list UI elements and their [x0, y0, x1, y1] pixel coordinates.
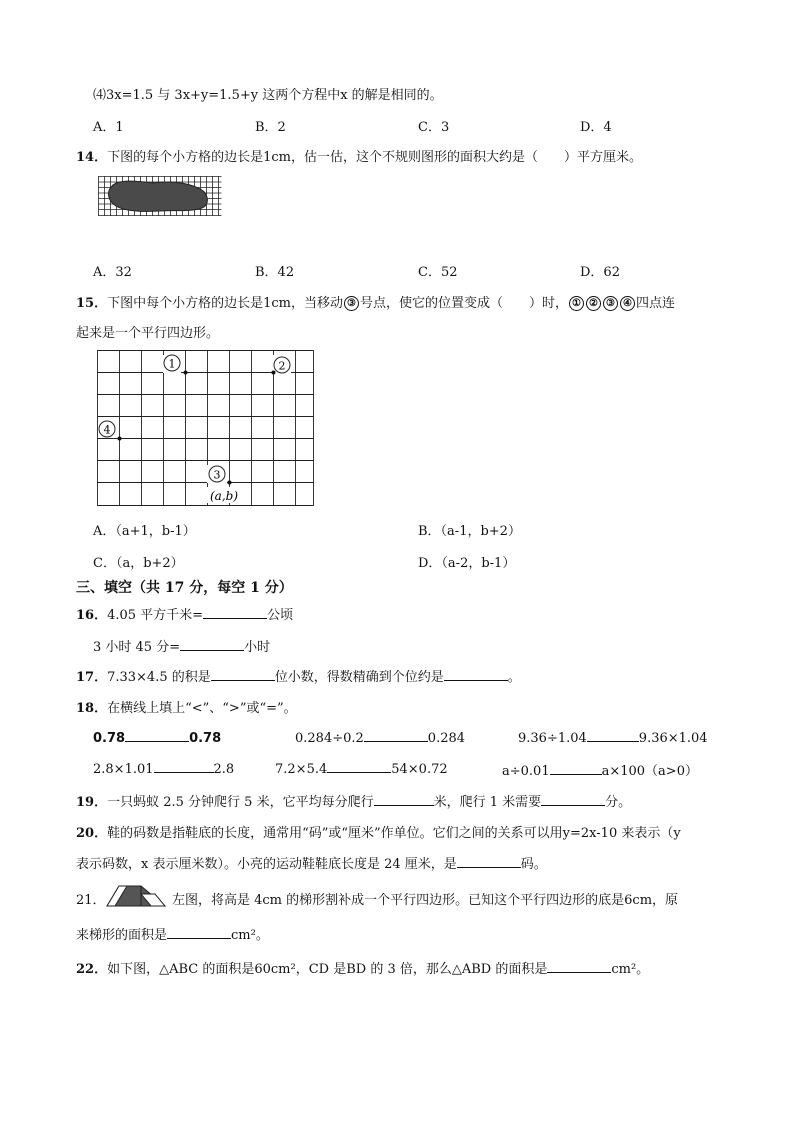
- svg-text:4: 4: [103, 423, 111, 437]
- q15-circle-a: ①: [569, 296, 584, 311]
- q18-blank-1[interactable]: [125, 729, 189, 742]
- q15-stem-c: 四点连: [636, 296, 676, 311]
- q16-number: 16．: [76, 608, 108, 623]
- q18-number: 18．: [76, 701, 108, 716]
- q16-blank-1[interactable]: [203, 606, 267, 619]
- q16-blank-2[interactable]: [180, 638, 244, 651]
- q14-stem: 下图的每个小方格的边长是1cm，估一估，这个不规则图形的面积大约是（ ）平方厘米。: [107, 150, 642, 165]
- q15-circle-d: ④: [620, 296, 635, 311]
- q18-line: [76, 697, 297, 716]
- q16-text-c: 3 小时 45 分=: [93, 640, 181, 655]
- q18-item-6-right: a×100（a>0）: [601, 764, 698, 779]
- q14-option-c[interactable]: C．52: [418, 265, 458, 280]
- q20-text-a: 鞋的码数是指鞋底的长度，通常用“码”或“厘米”作单位。它们之间的关系可以用y=2x-10 来表示（y: [107, 826, 681, 841]
- q18-item-5-right: 54×0.72: [391, 762, 448, 777]
- q20-text-c: 码。: [520, 857, 547, 872]
- svg-text:3: 3: [213, 468, 221, 482]
- q15-text-line2: 起来是一个平行四边形。: [76, 326, 220, 341]
- svg-text:1: 1: [168, 357, 176, 371]
- q21-line2: [76, 924, 269, 943]
- q17-number: 17．: [76, 670, 108, 685]
- q14-text: [76, 146, 642, 165]
- q15-circle-c: ③: [603, 296, 618, 311]
- q15-point-2: [272, 355, 292, 375]
- section-3-heading: 三、填空（共 17 分，每空 1 分）: [76, 580, 293, 596]
- q18-stem: 在横线上填上“<”、“>”或“=”。: [107, 701, 297, 716]
- q14-option-b[interactable]: B．42: [255, 265, 295, 280]
- q18-item-5: [275, 760, 448, 777]
- q15-grid-figure: [97, 350, 315, 510]
- q15-stem-a: 下图中每个小方格的边长是1cm，当移动: [107, 296, 343, 311]
- q18-blank-5[interactable]: [327, 760, 391, 773]
- q13-statement-4: ⑷3x=1.5 与 3x+y=1.5+y 这两个方程中x 的解是相同的。: [93, 88, 443, 103]
- q15-circle-b: ②: [586, 296, 601, 311]
- q16-line1: [76, 604, 293, 623]
- q21-trapezoid-figure: [105, 884, 167, 908]
- q16-line2: [93, 636, 270, 655]
- q14-option-a[interactable]: A．32: [93, 265, 132, 280]
- q18-item-1-right: 0.78: [189, 731, 222, 746]
- q21-text-a: 来梯形的面积是: [76, 928, 168, 943]
- q15-number: 15．: [76, 296, 108, 311]
- q17-text-a: 7.33×4.5 的积是: [107, 670, 211, 685]
- q22-text-a: 如下图，△ABC 的面积是60cm²，CD 是BD 的 3 倍，那么△ABD 的面积是: [107, 962, 548, 977]
- q13-option-c[interactable]: C．3: [418, 120, 450, 135]
- q18-item-6-left: a÷0.01: [502, 764, 550, 779]
- q18-item-4-left: 2.8×1.01: [93, 762, 154, 777]
- q13-option-d[interactable]: D．4: [580, 120, 612, 135]
- q14-option-d[interactable]: D．62: [580, 265, 620, 280]
- q18-blank-4[interactable]: [154, 760, 214, 773]
- q22-number: 22．: [76, 962, 108, 977]
- q22-line: [76, 958, 649, 977]
- q20-line1: [76, 822, 681, 841]
- q21-line1: 左图，将高是 4cm 的梯形割补成一个平行四边形。已知这个平行四边形的底是6cm，原: [172, 893, 679, 908]
- q15-option-a[interactable]: A．（a+1，b-1）: [93, 524, 196, 539]
- q18-item-4-right: 2.8: [213, 762, 235, 777]
- q18-item-6: [502, 760, 698, 779]
- q15-option-c[interactable]: C．（a，b+2）: [93, 556, 184, 571]
- q17-blank-2[interactable]: [444, 668, 508, 681]
- q15-stem-b: 号点，使它的位置变成（ ）时，: [359, 296, 568, 311]
- q15-option-d[interactable]: D．（a-2，b-1）: [418, 556, 516, 571]
- q15-option-b[interactable]: B．（a-1，b+2）: [418, 524, 521, 539]
- q18-item-5-left: 7.2×5.4: [275, 762, 328, 777]
- q13-option-b[interactable]: B．2: [255, 120, 286, 135]
- q18-item-1: [93, 729, 221, 746]
- q14-grid-figure: [98, 176, 222, 216]
- q16-text-d: 小时: [244, 640, 271, 655]
- q15-circle-3: ③: [344, 296, 359, 311]
- q15-point-3-label: (a,b): [209, 489, 239, 503]
- q17-text-c: 。: [507, 670, 521, 685]
- q19-number: 19．: [76, 795, 108, 810]
- q18-item-3: [518, 729, 708, 746]
- q21-text-b: cm²。: [231, 928, 269, 943]
- q19-text-c: 分。: [605, 795, 632, 810]
- q17-blank-1[interactable]: [211, 668, 275, 681]
- q13-option-a[interactable]: A．1: [93, 120, 124, 135]
- svg-text:2: 2: [278, 359, 286, 373]
- q21-number: 21．: [76, 893, 106, 908]
- q22-blank[interactable]: [547, 960, 611, 973]
- q16-text-b: 公顷: [267, 608, 294, 623]
- q18-blank-6[interactable]: [550, 762, 602, 775]
- q19-line: [76, 791, 631, 810]
- q19-blank-1[interactable]: [374, 793, 434, 806]
- q20-number: 20．: [76, 826, 108, 841]
- q18-item-3-left: 9.36÷1.04: [518, 731, 587, 746]
- q19-text-a: 一只蚂蚁 2.5 分钟爬行 5 米，它平均每分爬行: [107, 795, 374, 810]
- q17-line: [76, 666, 521, 685]
- q18-item-4: [93, 760, 234, 777]
- q18-item-2-right: 0.284: [427, 731, 466, 746]
- q20-text-b: 表示码数，x 表示厘米数）。小亮的运动鞋鞋底长度是 24 厘米，是: [76, 857, 457, 872]
- q19-text-b: 米，爬行 1 米需要: [433, 795, 542, 810]
- q15-point-1: [163, 355, 188, 375]
- q16-text-a: 4.05 平方千米=: [107, 608, 204, 623]
- q18-item-3-right: 9.36×1.04: [638, 731, 708, 746]
- q21-blank[interactable]: [167, 926, 231, 939]
- q19-blank-2[interactable]: [541, 793, 605, 806]
- q18-blank-3[interactable]: [587, 729, 639, 742]
- q15-point-3: [205, 465, 243, 503]
- q14-number: 14．: [76, 150, 108, 165]
- q18-blank-2[interactable]: [364, 729, 428, 742]
- q18-item-2: [295, 729, 465, 746]
- q18-item-2-left: 0.284÷0.2: [295, 731, 364, 746]
- q15-text-line1: [76, 292, 675, 311]
- q22-text-b: cm²。: [611, 962, 650, 977]
- q15-point-4: [98, 420, 122, 441]
- q17-text-b: 位小数，得数精确到个位约是: [274, 670, 444, 685]
- q20-blank[interactable]: [457, 855, 521, 868]
- q18-item-1-left: 0.78: [93, 731, 126, 746]
- q20-line2: [76, 853, 547, 872]
